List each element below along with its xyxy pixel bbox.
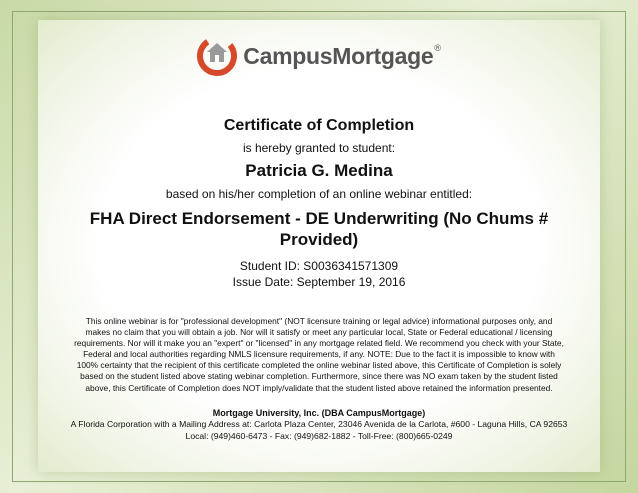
campus-mortgage-logo-icon	[197, 36, 237, 76]
disclaimer-line: This online webinar is for "professional development" (NOT licensure training or legal advice) informational purposes only, and	[85, 316, 553, 326]
contact-phone: Local: (949)460-6473 - Fax: (949)682-1882 - Toll-Free: (800)665-0249	[185, 431, 453, 441]
disclaimer-line: Federal and local authorities regarding NMLS licensure requirements, if any. NOTE: Due to the fact it is impossible to know with	[83, 349, 555, 360]
based-on-text: based on his/her completion of an online webinar entitled:	[165, 187, 473, 201]
disclaimer-line: based on the student listed above stating webinar completion. Furthermore, since there was NO exam taken by the student listed	[80, 371, 558, 382]
disclaimer-text	[60, 316, 578, 394]
mailing-address: A Florida Corporation with a Mailing Address at: Carlota Plaza Center, 23046 Avenida de la Carlota, #600 - Laguna Hills, CA 92653	[70, 419, 568, 429]
disclaimer-line: makes no claim that you will obtain a job. Nor will it satisfy or meet any particular local, State or Federal educational / licensing	[85, 327, 553, 338]
webinar-title-line1: FHA Direct Endorsement - DE Underwriting (No Chums #	[89, 209, 549, 228]
disclaimer-line: above, this Certificate of Completion does NOT imply/validate that the student listed above retained the information presented.	[85, 382, 553, 393]
student-name: Patricia G. Medina	[245, 161, 393, 180]
webinar-title-line2: Provided)	[279, 230, 359, 249]
logo-registered-mark: ®	[434, 42, 441, 53]
logo-brand-text: CampusMortgage	[243, 42, 434, 69]
logo-wordmark	[243, 43, 440, 70]
issue-date: Issue Date: September 19, 2016	[232, 275, 406, 289]
organization-name: Mortgage University, Inc. (DBA CampusMortgage)	[212, 408, 426, 418]
disclaimer-line: 100% certainty that the recipient of this certificate completed the online webinar listed above, this Certificate of Completion is solely	[76, 360, 562, 371]
certificate-title: Certificate of Completion	[223, 117, 415, 134]
logo	[0, 36, 638, 76]
disclaimer-line: requirements. Nor will it make you an "expert" or "licensed" in any mortgage related field. We recommend you check with your State,	[74, 338, 564, 349]
student-id: Student ID: S0036341571309	[239, 259, 399, 273]
granted-text: is hereby granted to student:	[242, 141, 396, 155]
webinar-title	[40, 208, 598, 250]
